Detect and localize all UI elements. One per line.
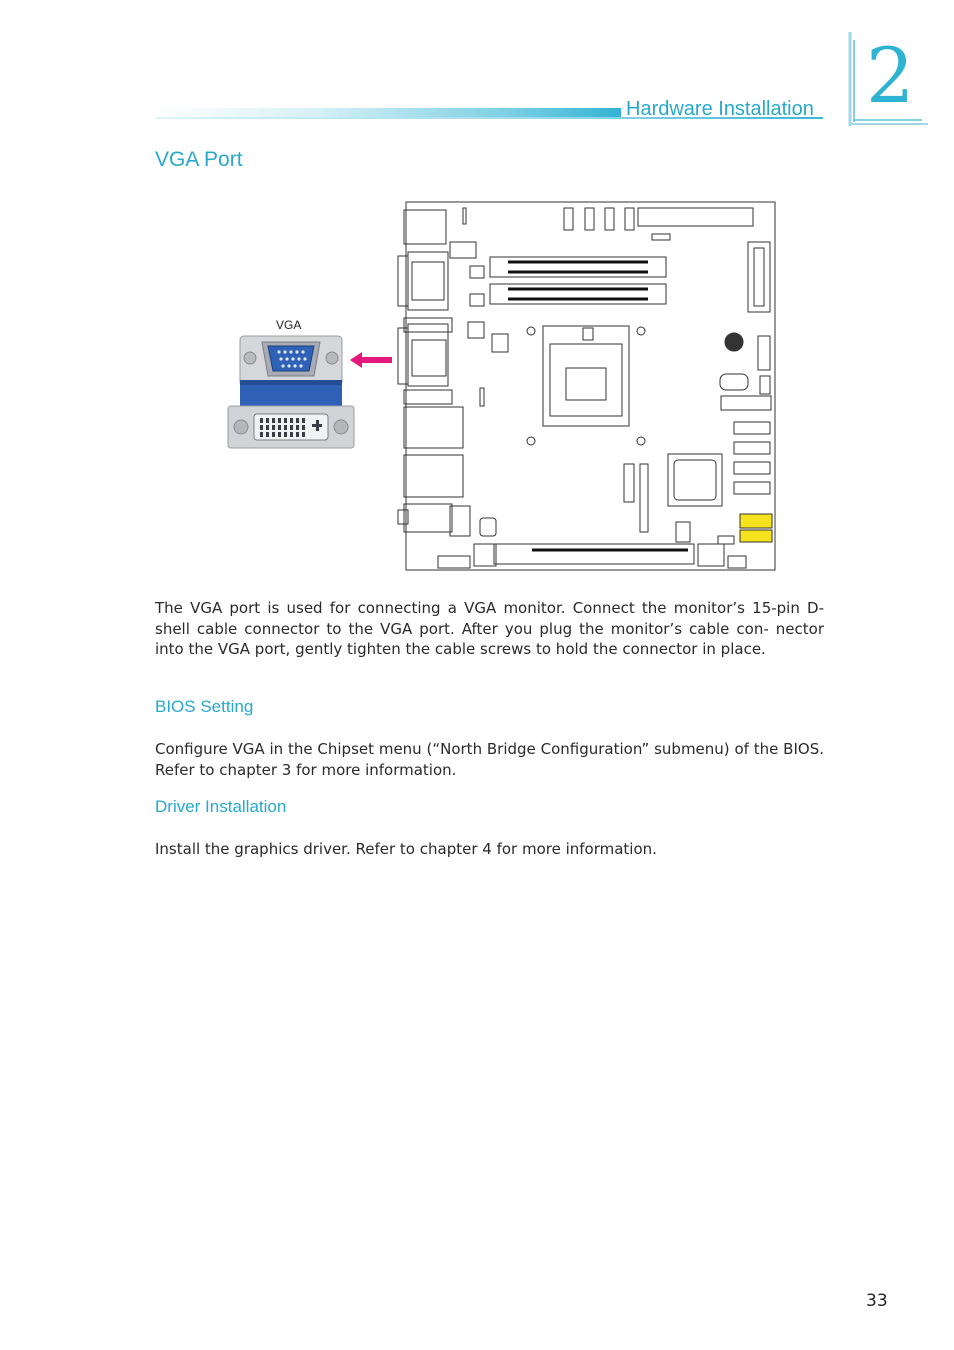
vga-dvi-connector-image [228,336,354,448]
section-title: VGA Port [155,148,243,171]
driver-installation-paragraph: Install the graphics driver. Refer to chapter 4 for more information. [155,840,657,858]
vga-label: VGA [276,318,302,332]
motherboard-diagram [398,200,778,572]
driver-installation-heading: Driver Installation [155,797,287,816]
bios-setting-heading: BIOS Setting [155,697,254,716]
page-number: 33 [866,1291,888,1311]
chapter-number: 2 [866,31,915,120]
chapter-title: Hardware Installation [626,98,814,120]
bios-setting-paragraph: Configure VGA in the Chipset menu (“North Bridge Configuration” submenu) of the BIOS. Refer to chapter 3 for more information. [155,740,824,779]
pointer-arrow [350,350,394,370]
intro-paragraph: The VGA port is used for connecting a VGA monitor. Connect the monitor’s 15-pin D-shell cable connector to the VGA port. After you plug the monitor’s cable con- nector into the VGA port, gently tighten the cable screws to hold the connector in place. [155,599,824,659]
